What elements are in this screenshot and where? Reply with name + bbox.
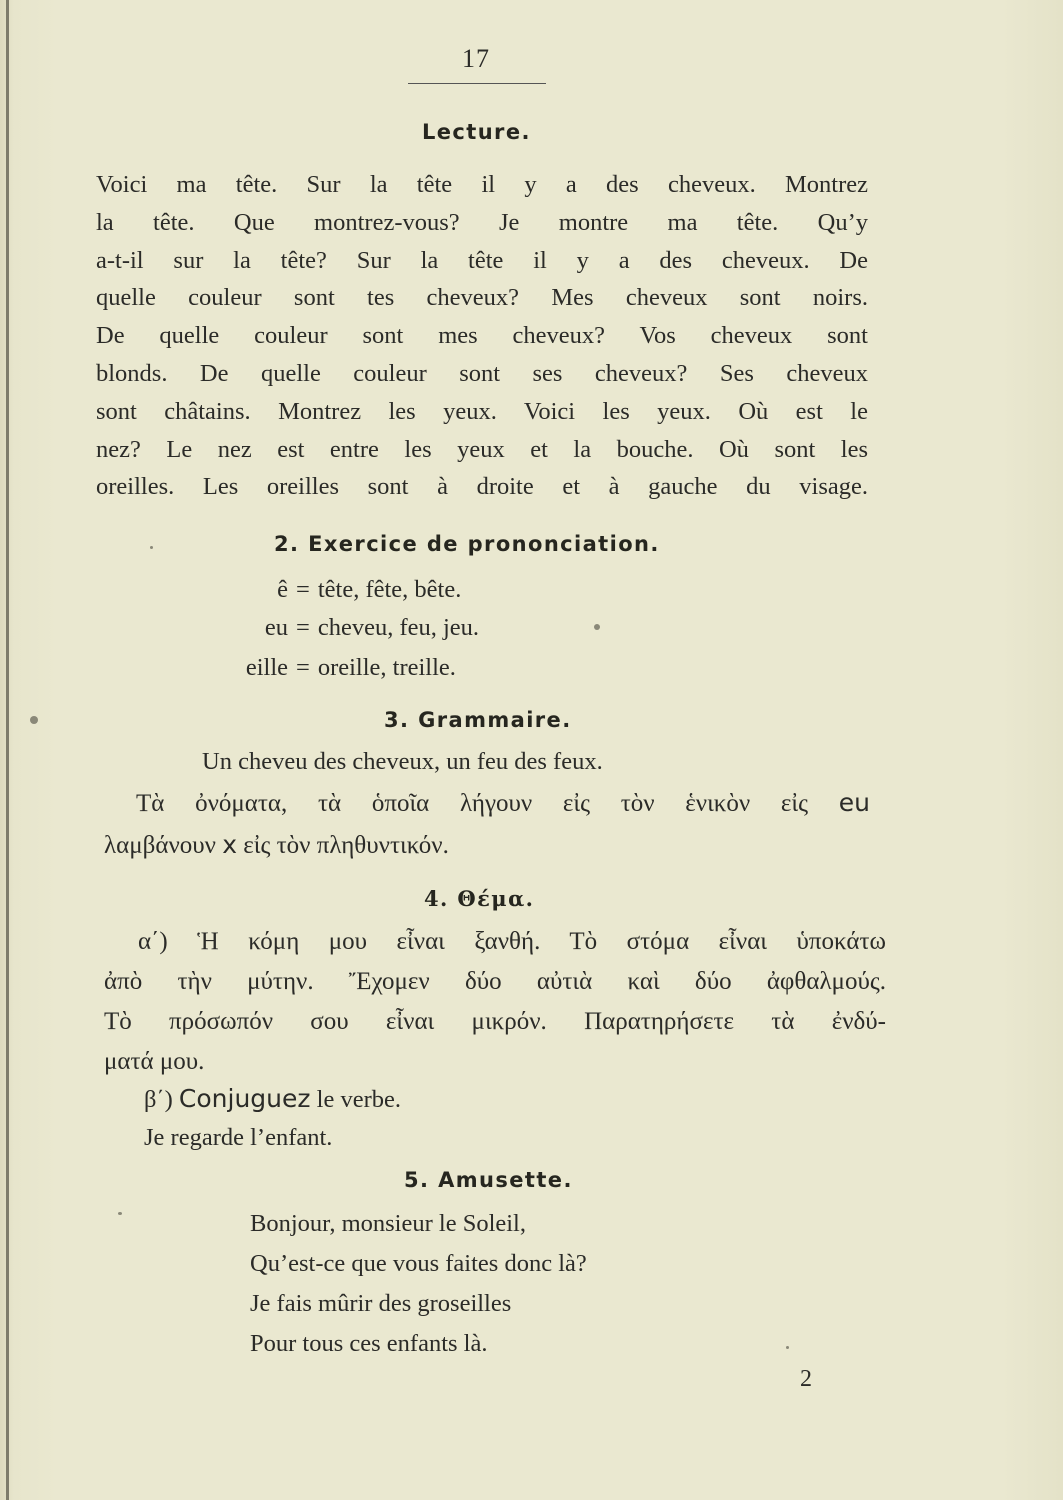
theme-paragraph <box>104 922 886 1082</box>
pronunciation-row <box>196 614 479 642</box>
pronunciation-sound: eu <box>264 614 288 641</box>
lecture-paragraph <box>96 166 868 506</box>
grammar-rule-verb: λαμβάνουν <box>104 832 216 859</box>
sheet-number: 2 <box>800 1366 812 1392</box>
amusette-poem <box>250 1204 587 1364</box>
lecture-line: quelle couleur sont tes cheveux? Mes cheveux sont noirs. <box>96 284 868 312</box>
lecture-line: oreilles. Les oreilles sont à droite et à gauche du visage. <box>96 473 868 501</box>
theme-b-rest: le verbe. <box>316 1086 401 1113</box>
poem-line: Qu’est-ce que vous faites donc là? <box>250 1250 587 1277</box>
theme-line: Τὸ πρόσωπόν σου εἶναι μικρόν. Παρατηρήσετε τὰ ἐνδύ- <box>104 1008 886 1035</box>
pronunciation-equals: = <box>296 654 310 681</box>
lecture-line: la tête. Que montrez-vous? Je montre ma tête. Qu’y <box>96 208 868 236</box>
theme-line: α΄) Ἡ κόμη μου εἶναι ξανθή. Τὸ στόμα εἶναι ὑποκάτω <box>138 928 886 955</box>
page-number: 17 <box>462 44 490 73</box>
binding-edge <box>6 0 9 1500</box>
pronunciation-heading: 2. Exercice de prononciation. <box>274 532 660 556</box>
paper-speck <box>594 624 600 630</box>
lecture-line: sont châtains. Montrez les yeux. Voici les yeux. Où est le <box>96 397 868 425</box>
poem-line: Je fais mûrir des groseilles <box>250 1290 512 1317</box>
paper-speck <box>30 716 38 724</box>
grammar-rule-x: x <box>222 830 237 859</box>
lecture-line: Voici ma tête. Sur la tête il y a des cheveux. Montrez <box>96 171 868 198</box>
paper-speck <box>150 546 153 549</box>
amusette-heading: 5. Amusette. <box>404 1168 573 1192</box>
grammar-rule-ending: eu <box>838 788 870 817</box>
grammar-rule-line-2 <box>104 830 449 860</box>
lecture-line: nez? Le nez est entre les yeux et la bouche. Où sont les <box>96 435 868 463</box>
grammar-heading: 3. Grammaire. <box>384 708 572 732</box>
pronunciation-sound: eille <box>245 654 288 681</box>
grammar-rule-text: Τὰ ὀνόματα, τὰ ὁποῖα λήγουν εἰς τὸν ἑνικὸν εἰς <box>136 790 809 817</box>
pronunciation-sound: ê <box>277 576 288 603</box>
lecture-line: blonds. De quelle couleur sont ses cheveux? Ses cheveux <box>96 359 868 387</box>
pronunciation-words: cheveu, feu, jeu. <box>317 614 480 641</box>
grammar-rule-line-1 <box>136 788 870 818</box>
pronunciation-equals: = <box>296 614 310 641</box>
poem-line: Pour tous ces enfants là. <box>250 1330 488 1357</box>
theme-line: ἀπὸ τὴν μύτην. Ἔχομεν δύο αὐτιὰ καὶ δύο ἀφθαλμούς. <box>104 968 886 995</box>
theme-b-line <box>144 1084 401 1114</box>
theme-b-marker: β΄) <box>144 1086 173 1113</box>
page-number-rule <box>408 83 546 84</box>
grammar-example: Un cheveu des cheveux, un feu des feux. <box>202 748 603 775</box>
theme-heading: 4. Θέμα. <box>424 886 535 911</box>
pronunciation-equals: = <box>296 576 310 603</box>
paper-speck <box>786 1346 789 1349</box>
poem-line: Bonjour, monsieur le Soleil, <box>250 1210 526 1237</box>
theme-b-example: Je regarde l’enfant. <box>144 1124 333 1151</box>
lecture-line: a-t-il sur la tête? Sur la tête il y a des cheveux. De <box>96 246 868 274</box>
lecture-heading: Lecture. <box>422 120 531 144</box>
lecture-line: De quelle couleur sont mes cheveux? Vos cheveux sont <box>96 322 868 350</box>
theme-line: ματά μου. <box>104 1048 205 1075</box>
grammar-rule-rest: εἰς τὸν πληθυντικόν. <box>243 832 449 859</box>
pronunciation-row <box>196 654 456 682</box>
paper-speck <box>118 1212 122 1215</box>
pronunciation-words: oreille, treille. <box>317 654 456 681</box>
theme-b-keyword: Conjuguez <box>178 1084 311 1113</box>
pronunciation-words: tête, fête, bête. <box>317 576 462 603</box>
pronunciation-row <box>196 576 461 604</box>
